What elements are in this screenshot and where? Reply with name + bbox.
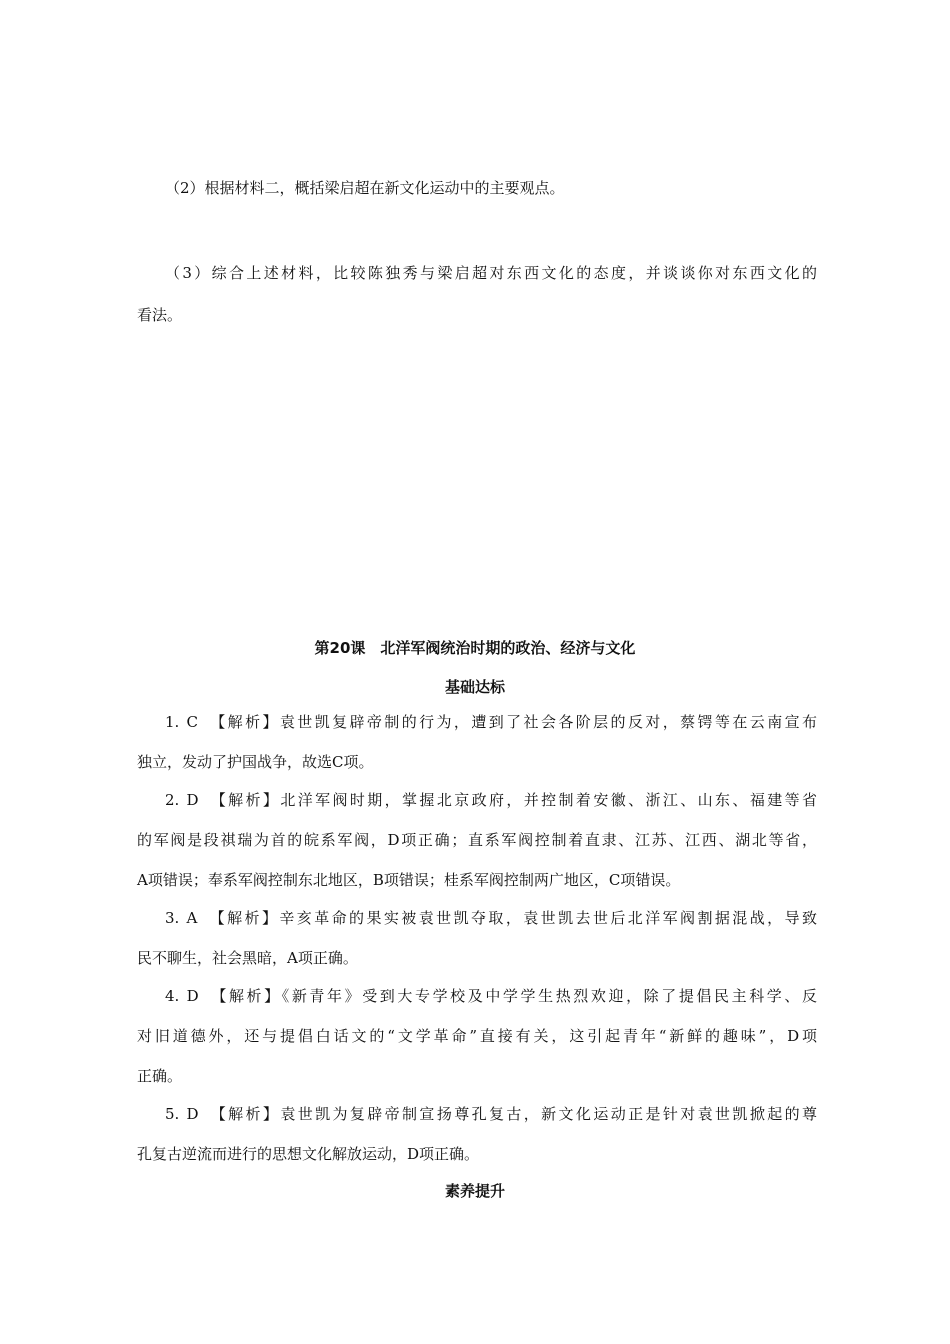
answer-3-line-1: 3. A 【解析】辛亥革命的果实被袁世凯夺取，袁世凯去世后北洋军阀割据混战，导致 bbox=[165, 909, 817, 927]
answer-2-line-3: A项错误；奉系军阀控制东北地区，B项错误；桂系军阀控制两广地区，C项错误。 bbox=[137, 871, 681, 889]
answer-1-line-2: 独立，发动了护国战争，故选C项。 bbox=[137, 753, 374, 771]
answer-2-line-1: 2. D 【解析】北洋军阀时期，掌握北京政府，并控制着安徽、浙江、山东、福建等省 bbox=[165, 791, 817, 809]
section-heading-basic: 基础达标 bbox=[444, 678, 505, 696]
answer-5-line-2: 孔复古逆流而进行的思想文化解放运动，D项正确。 bbox=[137, 1145, 480, 1163]
answer-1-line-1: 1. C 【解析】袁世凯复辟帝制的行为，遭到了社会各阶层的反对，蔡锷等在云南宣布 bbox=[165, 713, 817, 731]
answer-4-line-1: 4. D 【解析】《新青年》受到大专学校及中学学生热烈欢迎，除了提倡民主科学、反 bbox=[165, 987, 817, 1005]
section-heading-improve: 素养提升 bbox=[444, 1182, 505, 1200]
answer-4-line-2: 对旧道德外，还与提倡白话文的“文学革命”直接有关，这引起青年“新鲜的趣味”，D项 bbox=[137, 1027, 817, 1045]
answer-5-line-1: 5. D 【解析】袁世凯为复辟帝制宣扬尊孔复古，新文化运动正是针对袁世凯掀起的尊 bbox=[165, 1105, 817, 1123]
answer-2-line-2: 的军阀是段祺瑞为首的皖系军阀，D项正确；直系军阀控制着直隶、江苏、江西、湖北等省， bbox=[137, 831, 817, 849]
question-3-line-1: （3）综合上述材料，比较陈独秀与梁启超对东西文化的态度，并谈谈你对东西文化的 bbox=[165, 264, 817, 282]
lesson-title: 第20课 北洋军阀统治时期的政治、经济与文化 bbox=[314, 639, 636, 657]
answer-3-line-2: 民不聊生，社会黑暗，A项正确。 bbox=[137, 949, 358, 967]
answer-4-line-3: 正确。 bbox=[137, 1067, 183, 1085]
question-3-line-2: 看法。 bbox=[137, 306, 183, 324]
question-2: （2）根据材料二，概括梁启超在新文化运动中的主要观点。 bbox=[165, 179, 565, 197]
